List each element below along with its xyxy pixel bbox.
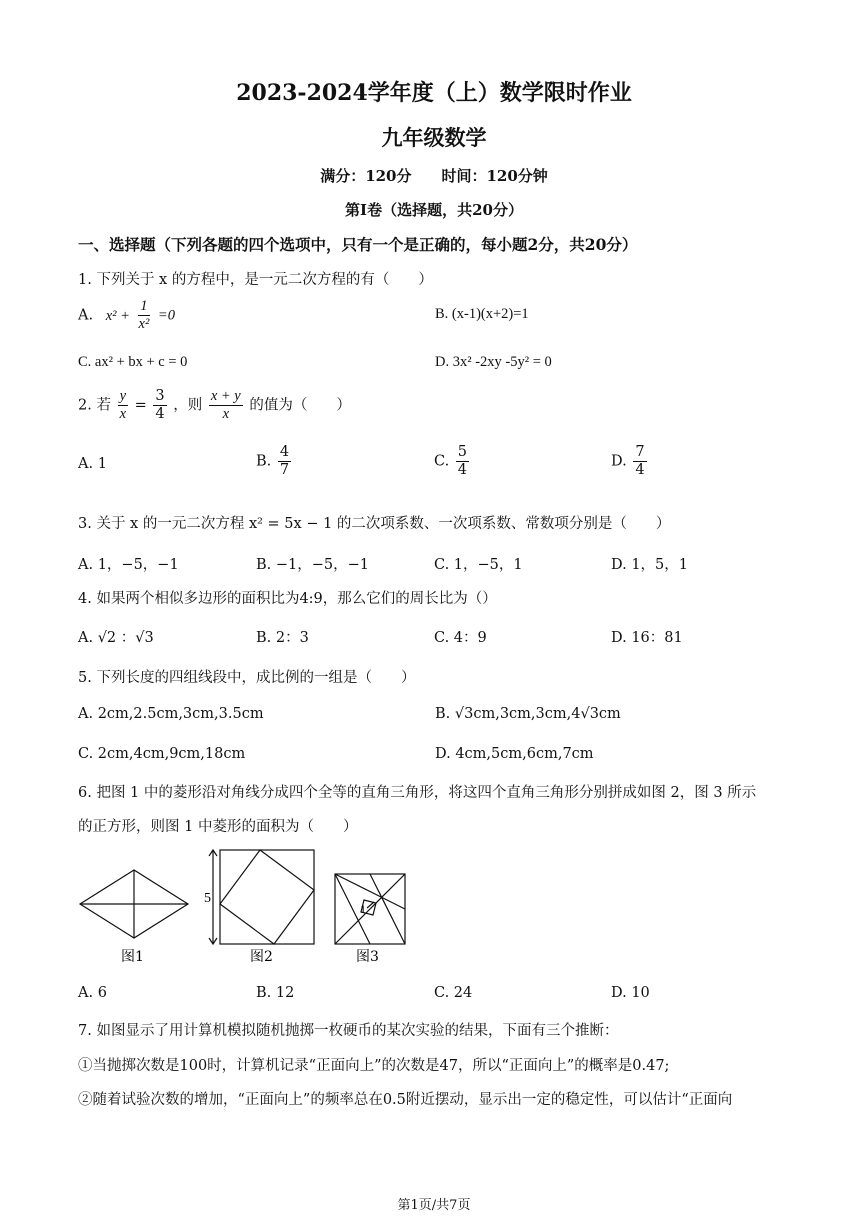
square-figure-2 [209, 850, 314, 944]
q5-option-b: B. √3cm,3cm,3cm,4√3cm [435, 706, 621, 722]
score-time: 满分：120分 时间：120分钟 [320, 167, 548, 185]
q1-a-fraction [137, 298, 152, 333]
q2-b-fraction [278, 444, 291, 479]
q2-pre: 2. 若 [78, 397, 111, 414]
q2-d-fraction [633, 444, 646, 479]
page-subtitle: 九年级数学 [381, 125, 487, 150]
q2-equals: = [134, 397, 147, 414]
fraction-denominator: x² [138, 316, 150, 332]
q2-option-a: A. 1 [78, 456, 107, 472]
option-label: C. [434, 453, 450, 470]
fig2-side-label: 5 [204, 891, 211, 906]
fraction-denominator: x [222, 406, 229, 422]
fraction-numerator: 7 [635, 444, 645, 460]
question-2-stem [78, 388, 351, 423]
fraction-numerator: 4 [279, 444, 290, 460]
question-7-stem: 7. 如图显示了用计算机模拟随机抛掷一枚硬币的某次实验的结果，下面有三个推断： [78, 1023, 619, 1039]
fig1-caption: 图1 [121, 949, 144, 965]
option-label: B. [256, 453, 272, 470]
q1-option-d: D. 3x² -2xy -5y² = 0 [435, 354, 552, 370]
q4-option-b: B. 2：3 [256, 630, 309, 646]
q3-option-b: B. −1，−5，−1 [256, 557, 369, 573]
fraction-denominator: x [119, 406, 126, 422]
question-1-stem: 1. 下列关于 x 的方程中，是一元二次方程的有（ ） [78, 272, 433, 288]
question-7-point-1: ①当抛掷次数是100时，计算机记录“正面向上”的次数是47，所以“正面向上”的概率是0.47; [78, 1058, 670, 1074]
q1-a-rhs: =0 [157, 307, 175, 324]
section-heading: 一、选择题（下列各题的四个选项中，只有一个是正确的，每小题2分，共20分） [78, 235, 638, 254]
q2-fraction-yx [118, 388, 128, 423]
fig3-side-label: 1 [360, 902, 366, 916]
q1-a-term: x² + [105, 307, 130, 324]
q2-fraction-target [209, 388, 243, 423]
question-7-point-2: ②随着试验次数的增加，“正面向上”的频率总在0.5附近摆动，显示出一定的稳定性，可以估计“正面向 [78, 1092, 733, 1108]
question-4-stem: 4. 如果两个相似多边形的面积比为4:9，那么它们的周长比为（） [78, 591, 497, 607]
question-5-stem: 5. 下列长度的四组线段中，成比例的一组是（ ） [78, 670, 416, 686]
square-figure-3 [335, 874, 405, 944]
q6-option-a: A. 6 [78, 985, 107, 1001]
q1-option-b: B. (x-1)(x+2)=1 [435, 306, 529, 322]
q4-option-d: D. 16：81 [611, 630, 683, 646]
rhombus-figure [80, 870, 188, 938]
q5-option-c: C. 2cm,4cm,9cm,18cm [78, 746, 246, 762]
q4-option-a: A. √2 ：√3 [78, 630, 154, 646]
q1-option-a [78, 298, 175, 333]
option-label: A. [78, 307, 94, 324]
fraction-numerator: 3 [155, 388, 165, 404]
q2-option-b [256, 444, 293, 479]
q3-option-d: D. 1，5，1 [611, 557, 689, 573]
volume-heading: 第Ⅰ卷（选择题，共20分） [345, 201, 523, 219]
q2-c-fraction [456, 444, 469, 479]
page-number: 第1页/共7页 [397, 1198, 471, 1213]
q2-mid: ，则 [173, 397, 203, 414]
q6-option-d: D. 10 [611, 985, 650, 1001]
q1-option-c: C. ax² + bx + c = 0 [78, 354, 188, 370]
fraction-numerator: y [119, 388, 126, 404]
fraction-denominator: 4 [635, 462, 645, 478]
page-title: 2023-2024学年度（上）数学限时作业 [236, 80, 632, 106]
q5-option-a: A. 2cm,2.5cm,3cm,3.5cm [78, 706, 264, 722]
question-6-line1: 6. 把图 1 中的菱形沿对角线分成四个全等的直角三角形，将这四个直角三角形分别拼成如图 2，图 3 所示 [78, 785, 757, 801]
q2-post: 的值为（ ） [249, 397, 351, 414]
fig3-caption: 图3 [356, 949, 379, 965]
question-3-stem: 3. 关于 x 的一元二次方程 x² = 5x − 1 的二次项系数、一次项系数、常数项分别是（ ） [78, 516, 671, 532]
q2-option-c [434, 444, 471, 479]
q2-option-d [611, 444, 649, 479]
q2-fraction-34 [153, 388, 166, 423]
q6-option-b: B. 12 [256, 985, 295, 1001]
fraction-numerator: 5 [457, 444, 468, 460]
option-label: D. [611, 453, 627, 470]
q3-option-a: A. 1，−5，−1 [78, 557, 179, 573]
fig2-caption: 图2 [250, 949, 273, 965]
question-6-line2: 的正方形，则图 1 中菱形的面积为（ ） [78, 819, 358, 835]
fraction-denominator: 7 [279, 462, 290, 478]
fraction-numerator: 1 [140, 298, 148, 314]
q3-option-c: C. 1，−5，1 [434, 557, 523, 573]
fraction-numerator: x + y [210, 388, 241, 404]
q6-figures [76, 846, 416, 976]
q5-option-d: D. 4cm,5cm,6cm,7cm [435, 746, 594, 762]
q4-option-c: C. 4：9 [434, 630, 487, 646]
fraction-denominator: 4 [457, 462, 468, 478]
q6-option-c: C. 24 [434, 985, 473, 1001]
fraction-denominator: 4 [155, 406, 165, 422]
